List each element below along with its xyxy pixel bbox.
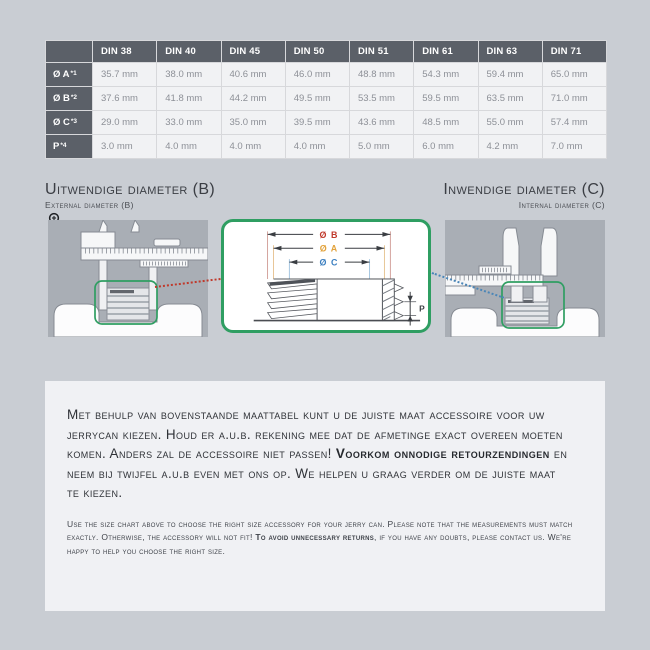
- column-header: DIN 40: [157, 41, 220, 62]
- table-cell: 46.0 mm: [286, 63, 349, 86]
- table-cell: 5.0 mm: [350, 135, 413, 158]
- table-cell: 4.0 mm: [222, 135, 285, 158]
- table-cell: 35.7 mm: [93, 63, 156, 86]
- caliper-internal-illustration: [445, 220, 605, 337]
- table-cell: 7.0 mm: [543, 135, 606, 158]
- external-diameter-subtitle: External diameter (B): [45, 200, 134, 210]
- column-header: DIN 45: [222, 41, 285, 62]
- table-cell: 4.2 mm: [479, 135, 542, 158]
- table-cell: 35.0 mm: [222, 111, 285, 134]
- external-measure-figure: [48, 220, 208, 337]
- caliper-knob: [154, 239, 180, 246]
- table-cell: 43.6 mm: [350, 111, 413, 134]
- caliper-fixed-jaw: [99, 260, 107, 310]
- dim-label-a: Ø A: [319, 243, 339, 254]
- caliper-inner-jaw: [511, 286, 523, 302]
- table-cell: 59.5 mm: [414, 87, 477, 110]
- caliper-movable-jaw: [149, 267, 157, 310]
- column-header: DIN 51: [350, 41, 413, 62]
- table-cell: 53.5 mm: [350, 87, 413, 110]
- table-cell: 39.5 mm: [286, 111, 349, 134]
- table-cell: 48.5 mm: [414, 111, 477, 134]
- internal-diameter-title: Inwendige diameter (C): [443, 181, 605, 198]
- table-cell: 65.0 mm: [543, 63, 606, 86]
- internal-diameter-subtitle: Internal diameter (C): [518, 200, 605, 210]
- dim-label-c: Ø C: [319, 257, 339, 268]
- row-header-diameter-a: Ø A *1: [46, 63, 92, 86]
- table-cell: 55.0 mm: [479, 111, 542, 134]
- english-bold-warning: To avoid unnecessary returns: [255, 532, 375, 542]
- table-cell: 48.8 mm: [350, 63, 413, 86]
- table-cell: 49.5 mm: [286, 87, 349, 110]
- internal-measure-figure: [445, 220, 605, 337]
- table-cell: 40.6 mm: [222, 63, 285, 86]
- external-diameter-title: Uitwendige diameter (B): [45, 181, 216, 198]
- table-cell: 44.2 mm: [222, 87, 285, 110]
- table-cell: 4.0 mm: [286, 135, 349, 158]
- table-cell: 38.0 mm: [157, 63, 220, 86]
- table-cell: 37.6 mm: [93, 87, 156, 110]
- thread-dimensions-figure: [221, 219, 431, 333]
- table-corner-cell: [46, 41, 92, 62]
- info-box: [45, 381, 605, 611]
- table-cell: 4.0 mm: [157, 135, 220, 158]
- din-size-table: [45, 40, 607, 159]
- dutch-advisory-text: Met behulp van bovenstaande maattabel kunt u de juiste maat accessoire voor uw jerrycan kiezen. Houd er a.u.b. rekening mee dat de afmetinge exact overeen moeten komen. Anders zal de accessoire niet passen! Voorkom onnodige retourzendingen en neem bij twijfel a.u.b even met ons op. We helpen u graag verder om de juiste maat te kiezen.: [67, 407, 568, 500]
- table-cell: 54.3 mm: [414, 63, 477, 86]
- row-header-diameter-c: Ø C *3: [46, 111, 92, 134]
- table-cell: 57.4 mm: [543, 111, 606, 134]
- column-header: DIN 63: [479, 41, 542, 62]
- column-header: DIN 50: [286, 41, 349, 62]
- column-header: DIN 61: [414, 41, 477, 62]
- table-cell: 33.0 mm: [157, 111, 220, 134]
- caliper-prong: [541, 228, 557, 276]
- row-header-diameter-b: Ø B *2: [46, 87, 92, 110]
- dim-label-b: Ø B: [319, 229, 339, 240]
- thread-dimension-drawing: [224, 222, 428, 330]
- table-cell: 6.0 mm: [414, 135, 477, 158]
- table-cell: 59.4 mm: [479, 63, 542, 86]
- caliper-inner-jaw: [533, 286, 547, 302]
- table-cell: 29.0 mm: [93, 111, 156, 134]
- column-header: DIN 38: [93, 41, 156, 62]
- column-header: DIN 71: [543, 41, 606, 62]
- row-header-pitch: P *4: [46, 135, 92, 158]
- table-cell: 71.0 mm: [543, 87, 606, 110]
- dutch-bold-warning: Voorkom onnodige retourzendingen: [335, 446, 550, 461]
- table-cell: 3.0 mm: [93, 135, 156, 158]
- caliper-external-illustration: [48, 220, 208, 337]
- pitch-label: P: [419, 303, 425, 314]
- table-cell: 63.5 mm: [479, 87, 542, 110]
- english-advisory-text: Use the size chart above to choose the right size accessory for your jerry can. Please note that the measurements must match exactly. Otherwise, the accessory will not fit! To avoid unnecessary returns, if you have any doubts, please contact us. We're happy to help you choose the right size.: [67, 518, 573, 556]
- table-cell: 41.8 mm: [157, 87, 220, 110]
